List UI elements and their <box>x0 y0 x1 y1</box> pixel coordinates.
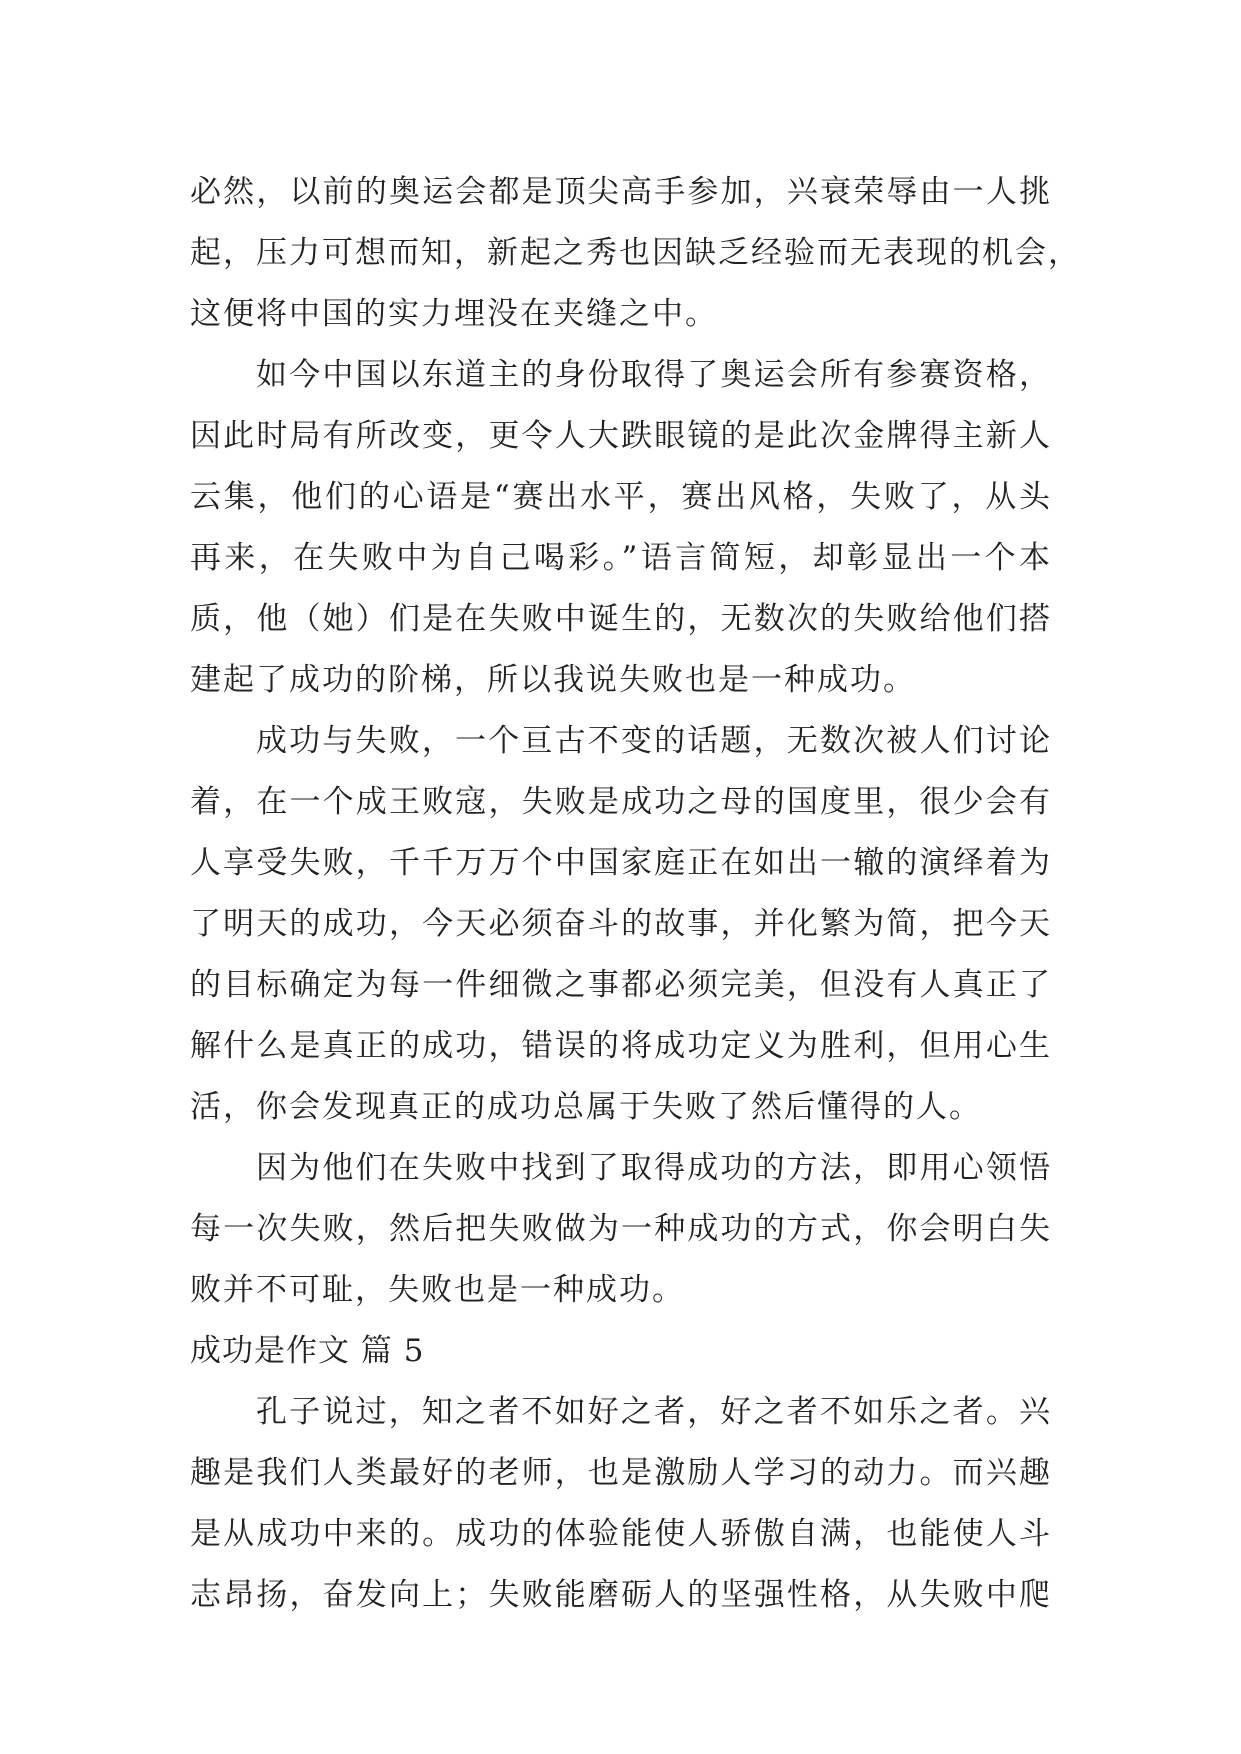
text-line: 起，压力可想而知，新起之秀也因缺乏经验而无表现的机会， <box>190 235 1081 271</box>
paragraph <box>190 1138 1052 1321</box>
section-heading: 成功是作文 篇 5 <box>190 1333 425 1369</box>
text-line: 每一次失败，然后把失败做为一种成功的方式，你会明白失 <box>190 1211 1052 1247</box>
text-line: 的目标确定为每一件细微之事都必须完美，但没有人真正了 <box>190 967 1052 1003</box>
text-line: 建起了成功的阶梯，所以我说失败也是一种成功。 <box>190 662 916 698</box>
text-line: 活，你会发现真正的成功总属于失败了然后懂得的人。 <box>190 1089 982 1125</box>
paragraph <box>190 1382 1052 1626</box>
text-line: 因为他们在失败中找到了取得成功的方法，即用心领悟 <box>256 1150 1052 1186</box>
document-body <box>190 162 1081 1626</box>
text-line: 这便将中国的实力埋没在夹缝之中。 <box>190 296 718 332</box>
text-line: 趣是我们人类最好的老师，也是激励人学习的动力。而兴趣 <box>190 1455 1052 1491</box>
text-line: 质，他（她）们是在失败中诞生的，无数次的失败给他们搭 <box>190 601 1052 637</box>
text-line: 着，在一个成王败寇，失败是成功之母的国度里，很少会有 <box>190 784 1052 820</box>
text-line: 必然，以前的奥运会都是顶尖高手参加，兴衰荣辱由一人挑 <box>190 174 1052 210</box>
text-line: 孔子说过，知之者不如好之者，好之者不如乐之者。兴 <box>256 1394 1052 1430</box>
text-line: 云集，他们的心语是“赛出水平，赛出风格，失败了，从头 <box>190 479 1052 515</box>
paragraph <box>190 162 1081 345</box>
text-line: 人享受失败，千千万万个中国家庭正在如出一辙的演绎着为 <box>190 845 1052 881</box>
text-line: 如今中国以东道主的身份取得了奥运会所有参赛资格， <box>256 357 1052 393</box>
text-line: 成功与失败，一个亘古不变的话题，无数次被人们讨论 <box>256 723 1052 759</box>
text-line: 了明天的成功，今天必须奋斗的故事，并化繁为简，把今天 <box>190 906 1052 942</box>
paragraph <box>190 345 1052 711</box>
text-line: 志昂扬，奋发向上；失败能磨砺人的坚强性格，从失败中爬 <box>190 1577 1052 1613</box>
paragraph <box>190 711 1052 1138</box>
text-line: 再来，在失败中为自己喝彩。”语言简短，却彰显出一个本 <box>190 540 1052 576</box>
text-line: 解什么是真正的成功，错误的将成功定义为胜利，但用心生 <box>190 1028 1052 1064</box>
text-line: 是从成功中来的。成功的体验能使人骄傲自满，也能使人斗 <box>190 1516 1052 1552</box>
text-line: 败并不可耻，失败也是一种成功。 <box>190 1272 685 1308</box>
text-line: 因此时局有所改变，更令人大跌眼镜的是此次金牌得主新人 <box>190 418 1052 454</box>
